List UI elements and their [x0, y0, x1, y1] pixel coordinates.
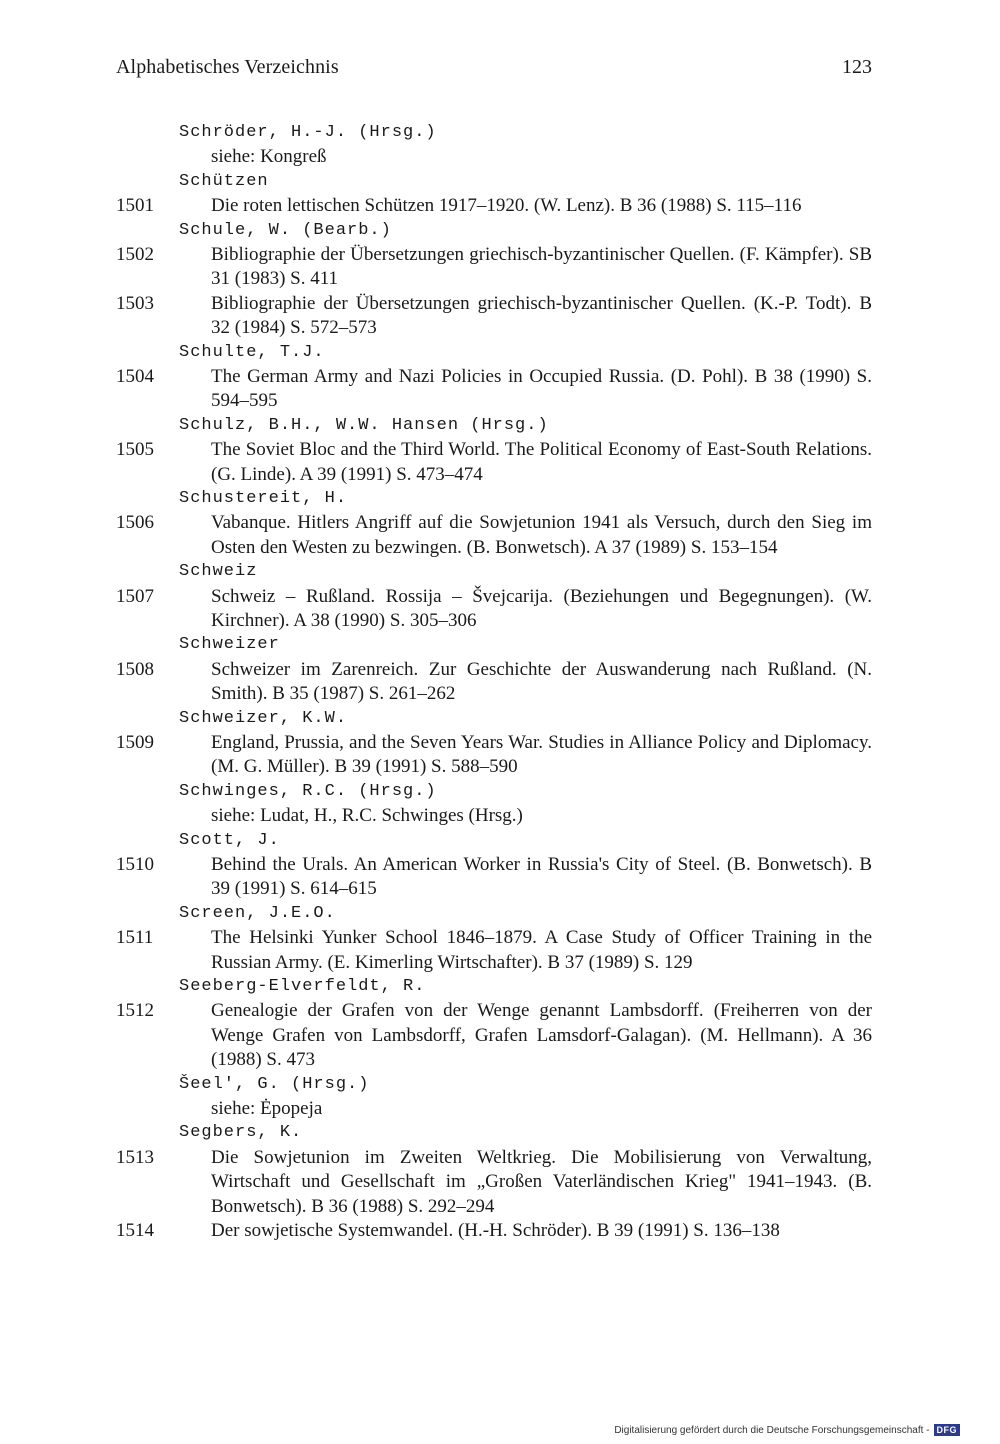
author-heading: Schweiz: [179, 562, 258, 582]
entry-number: 1511: [116, 927, 154, 949]
entry-number: 1504: [116, 365, 154, 387]
author-heading: Schwinges, R.C. (Hrsg.): [179, 781, 437, 801]
page-header: [116, 56, 872, 86]
entry-number: 1506: [116, 512, 154, 534]
entry-text: Der sowjetische Systemwandel. (H.-H. Schröder). B 39 (1991) S. 136–138: [211, 1220, 780, 1241]
author-heading: Schröder, H.-J. (Hrsg.): [179, 123, 437, 142]
entry-text: The Soviet Bloc and the Third World. The Political Economy of East-South Relations. (G. Linde). A 39 (1991) S. 473–474: [211, 439, 872, 485]
entry-number: 1505: [116, 439, 154, 461]
index-entry: [0, 365, 1000, 414]
author-heading: Schustereit, H.: [179, 489, 348, 508]
entry-text: Bibliographie der Übersetzungen griechisch-byzantinischer Quellen. (K.-P. Todt). B 32 (1984) S. 572–573: [211, 292, 872, 339]
entry-number: 1514: [116, 1220, 154, 1241]
footer-credit: [614, 1424, 960, 1436]
index-entry: [0, 243, 1000, 292]
entry-number: 1501: [116, 195, 154, 217]
index-entry: [0, 511, 1000, 560]
author-heading: Schweizer: [179, 635, 280, 655]
entry-number: 1510: [116, 853, 154, 875]
entry-text: England, Prussia, and the Seven Years War. Studies in Alliance Policy and Diplomacy. (M. G. Müller). B 39 (1991) S. 588–590: [211, 732, 872, 778]
index-entry: [0, 438, 1000, 487]
index-entry: [0, 999, 1000, 1072]
entry-text: Schweiz – Rußland. Rossija – Švejcarija. (Beziehungen und Begegnungen). (W. Kirchner). A 38 (1990) S. 305–306: [211, 585, 872, 631]
entry-text: The German Army and Nazi Policies in Occupied Russia. (D. Pohl). B 38 (1990) S. 594–595: [211, 365, 872, 412]
author-heading: Schulte, T.J.: [179, 342, 325, 362]
footer-credit-text: Digitalisierung gefördert durch die Deutsche Forschungsgemeinschaft -: [614, 1424, 930, 1436]
dfg-logo: DFG: [934, 1424, 961, 1436]
index-entry: [0, 853, 1000, 902]
author-heading: Schweizer, K.W.: [179, 708, 348, 728]
cross-reference: siehe: Ludat, H., R.C. Schwinges (Hrsg.): [211, 805, 523, 827]
entry-text: Bibliographie der Übersetzungen griechisch-byzantinischer Quellen. (F. Kämpfer). SB 31 (1983) S. 411: [211, 243, 872, 290]
author-heading: Seeberg-Elverfeldt, R.: [179, 977, 426, 996]
author-heading: Šeel', G. (Hrsg.): [179, 1074, 370, 1094]
entry-number: 1507: [116, 585, 154, 607]
entry-number: 1513: [116, 1146, 154, 1168]
index-entry: [0, 658, 1000, 707]
index-entry: [0, 1146, 1000, 1219]
cross-reference: siehe: Kongreß: [211, 146, 327, 168]
entry-number: 1509: [116, 732, 154, 753]
entry-text: Schweizer im Zarenreich. Zur Geschichte der Auswanderung nach Rußland. (N. Smith). B 35 (1987) S. 261–262: [211, 658, 872, 705]
index-entries: [0, 121, 1000, 1243]
entry-text: Vabanque. Hitlers Angriff auf die Sowjetunion 1941 als Versuch, durch den Sieg im Osten den Westen zu bezwingen. (B. Bonwetsch). A 37 (1989) S. 153–154: [211, 512, 872, 558]
entry-number: 1502: [116, 243, 154, 265]
author-heading: Schule, W. (Bearb.): [179, 220, 392, 240]
index-entry: [0, 731, 1000, 780]
entry-number: 1508: [116, 658, 154, 680]
entry-text: Genealogie der Grafen von der Wenge genannt Lambsdorff. (Freiherren von der Wenge Grafen von Lambsdorff, Grafen Lamsdorf-Galagan). (M. Hellmann). A 36 (1988) S. 473: [211, 1000, 872, 1071]
index-entry: [0, 585, 1000, 634]
index-entry: [0, 292, 1000, 341]
entry-text: Behind the Urals. An American Worker in Russia's City of Steel. (B. Bonwetsch). B 39 (1991) S. 614–615: [211, 853, 872, 900]
entry-number: 1503: [116, 292, 154, 314]
running-title: Alphabetisches Verzeichnis: [116, 56, 339, 78]
cross-reference: siehe: Ėpopeja: [211, 1098, 323, 1119]
entry-text: Die Sowjetunion im Zweiten Weltkrieg. Die Mobilisierung von Verwaltung, Wirtschaft und Gesellschaft im „Großen Vaterländischen Krieg" 1941–1943. (B. Bonwetsch). B 36 (1988) S. 292–294: [211, 1146, 872, 1217]
entry-text: Die roten lettischen Schützen 1917–1920. (W. Lenz). B 36 (1988) S. 115–116: [211, 195, 802, 217]
author-heading: Scott, J.: [179, 830, 280, 850]
author-heading: Screen, J.E.O.: [179, 903, 336, 923]
entry-text: The Helsinki Yunker School 1846–1879. A Case Study of Officer Training in the Russian Army. (E. Kimerling Wirtschafter). B 37 (1989) S. 129: [211, 927, 872, 973]
entry-number: 1512: [116, 1000, 154, 1022]
index-entry: [0, 926, 1000, 975]
index-entry: [0, 1219, 1000, 1243]
author-heading: Segbers, K.: [179, 1123, 303, 1143]
author-heading: Schulz, B.H., W.W. Hansen (Hrsg.): [179, 415, 549, 435]
index-entry: [0, 194, 1000, 218]
author-heading: Schützen: [179, 171, 269, 191]
page-number: 123: [842, 56, 872, 78]
